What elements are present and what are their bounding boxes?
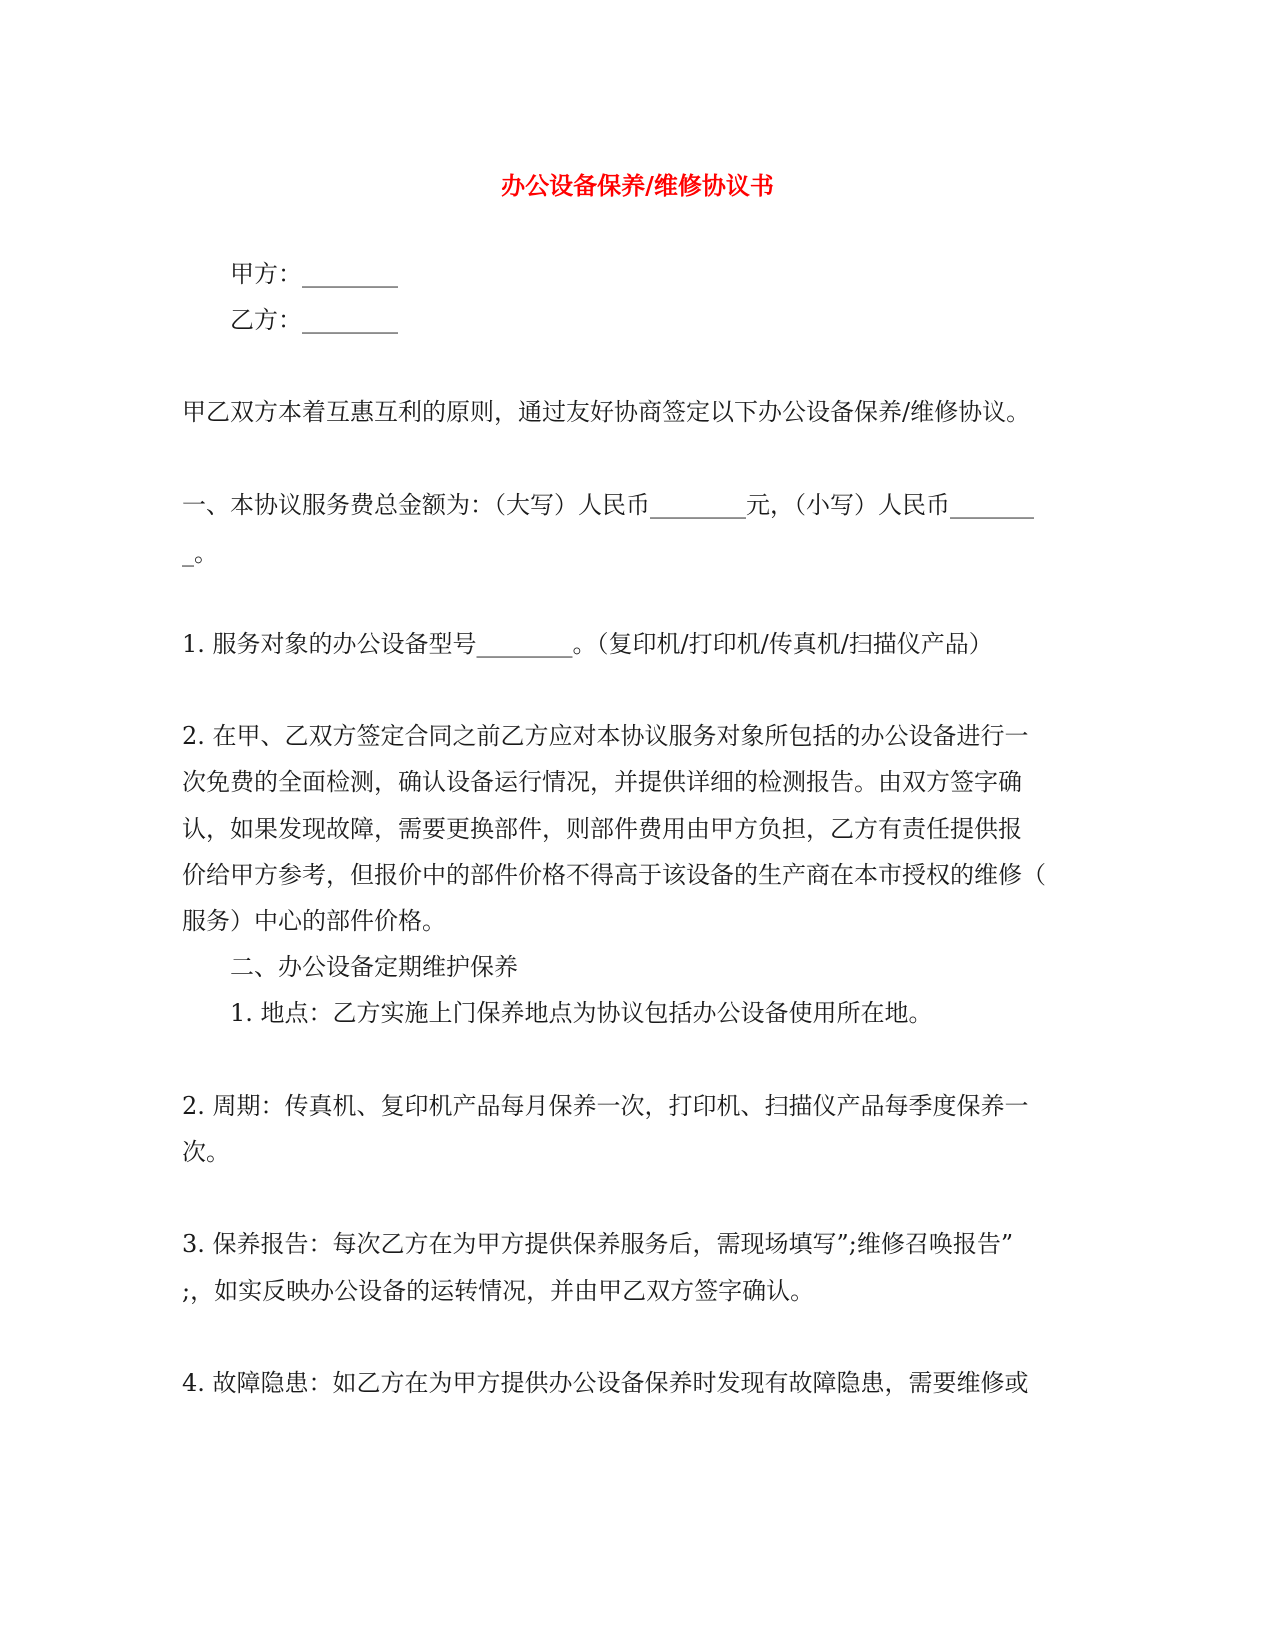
item-2-line-3: 认，如果发现故障，需要更换部件，则部件费用由甲方负担，乙方有责任提供报 — [182, 815, 1022, 843]
document-title: 办公设备保养/维修协议书 — [501, 171, 774, 200]
item-2-line-4: 价给甲方参考，但报价中的部件价格不得高于该设备的生产商在本市授权的维修（ — [182, 861, 1046, 889]
section-one-line-1: 一、本协议服务费总金额为：（大写）人民币________元，（小写）人民币_______ — [182, 491, 1034, 519]
section-two-item-2-line-1: 2. 周期：传真机、复印机产品每月保养一次，打印机、扫描仪产品每季度保养一 — [182, 1092, 1029, 1120]
section-two-item-4-line-1: 4. 故障隐患：如乙方在为甲方提供办公设备保养时发现有故障隐患，需要维修或 — [182, 1369, 1029, 1397]
section-two-item-3-line-2: ;，如实反映办公设备的运转情况，并由甲乙双方签字确认。 — [182, 1277, 815, 1305]
section-one-line-2: _。 — [182, 539, 218, 567]
item-2-line-1: 2. 在甲、乙双方签定合同之前乙方应对本协议服务对象所包括的办公设备进行一 — [182, 722, 1029, 750]
party-a-line: 甲方：________ — [230, 260, 398, 288]
section-two-item-3-line-1: 3. 保养报告：每次乙方在为甲方提供保养服务后，需现场填写”;维修召唤报告” — [182, 1230, 1014, 1258]
item-2-line-5: 服务）中心的部件价格。 — [182, 907, 446, 935]
item-2-line-2: 次免费的全面检测，确认设备运行情况，并提供详细的检测报告。由双方签字确 — [182, 768, 1022, 796]
party-b-line: 乙方：________ — [230, 306, 398, 334]
section-two-item-1: 1. 地点：乙方实施上门保养地点为协议包括办公设备使用所在地。 — [230, 999, 933, 1027]
section-two-heading: 二、办公设备定期维护保养 — [230, 953, 518, 981]
section-two-item-2-line-2: 次。 — [182, 1138, 230, 1166]
intro-paragraph: 甲乙双方本着互惠互利的原则，通过友好协商签定以下办公设备保养/维修协议。 — [182, 398, 1031, 426]
item-1-line: 1. 服务对象的办公设备型号________。（复印机/打印机/传真机/扫描仪产品） — [182, 630, 993, 658]
